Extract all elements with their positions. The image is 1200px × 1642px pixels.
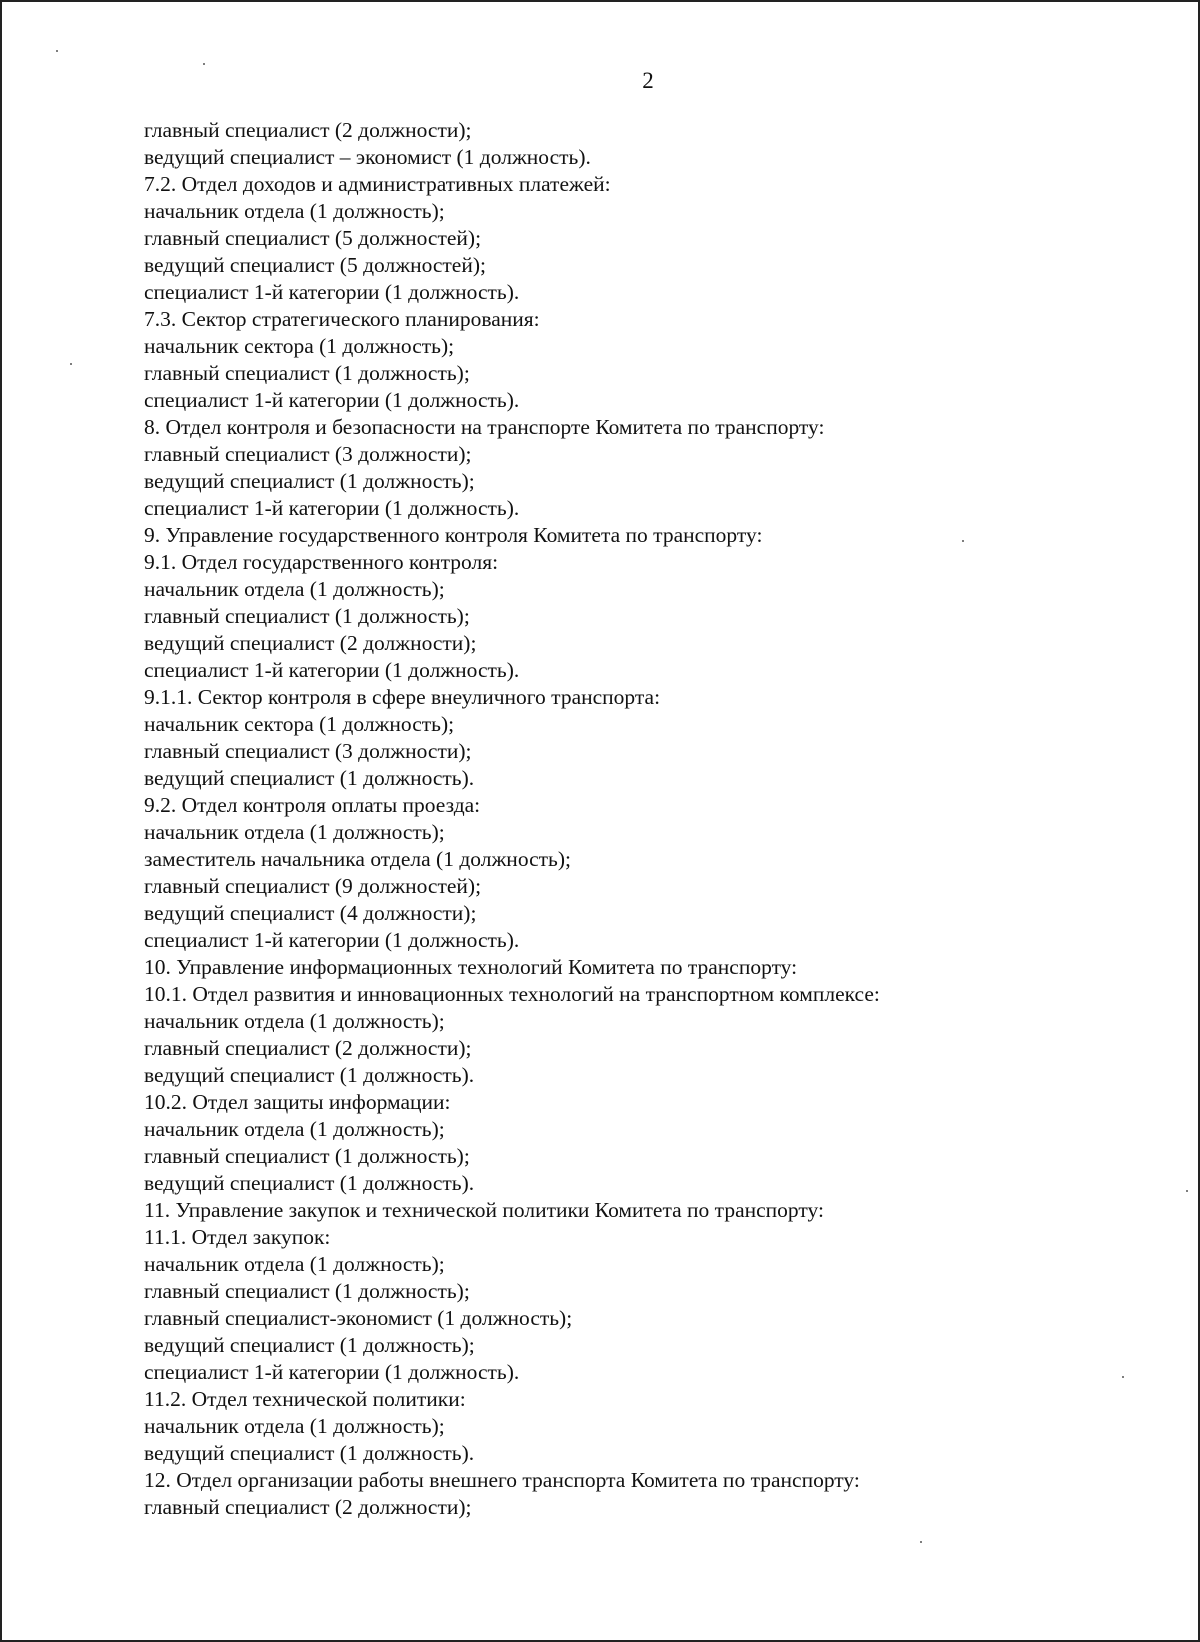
document-line: начальник отдела (1 должность);: [144, 820, 445, 844]
document-line: 11.1. Отдел закупок:: [144, 1225, 331, 1249]
document-line: ведущий специалист – экономист (1 должность).: [144, 145, 591, 169]
scan-speck: [203, 63, 205, 65]
document-line: 12. Отдел организации работы внешнего транспорта Комитета по транспорту:: [144, 1468, 860, 1492]
document-line: главный специалист (5 должностей);: [144, 226, 482, 250]
document-line: специалист 1-й категории (1 должность).: [144, 1360, 520, 1384]
document-line: 8. Отдел контроля и безопасности на транспорте Комитета по транспорту:: [144, 415, 825, 439]
scan-speck: [920, 1541, 922, 1543]
document-line: 7.2. Отдел доходов и административных платежей:: [144, 172, 611, 196]
document-line: главный специалист (3 должности);: [144, 442, 472, 466]
document-line: 9.1. Отдел государственного контроля:: [144, 550, 499, 574]
document-line: начальник отдела (1 должность);: [144, 1252, 445, 1276]
scan-speck: [70, 363, 72, 365]
document-line: ведущий специалист (1 должность);: [144, 1333, 475, 1357]
document-line: 11.2. Отдел технической политики:: [144, 1387, 466, 1411]
document-line: начальник отдела (1 должность);: [144, 1117, 445, 1141]
document-line: начальник отдела (1 должность);: [144, 199, 445, 223]
document-line: начальник сектора (1 должность);: [144, 334, 455, 358]
document-line: 10. Управление информационных технологий Комитета по транспорту:: [144, 955, 798, 979]
document-line: 11. Управление закупок и технической политики Комитета по транспорту:: [144, 1198, 824, 1222]
document-line: главный специалист (2 должности);: [144, 118, 472, 142]
document-line: ведущий специалист (5 должностей);: [144, 253, 486, 277]
document-line: главный специалист (9 должностей);: [144, 874, 482, 898]
document-line: ведущий специалист (1 должность).: [144, 766, 475, 790]
document-line: главный специалист (2 должности);: [144, 1495, 472, 1519]
document-line: начальник отдела (1 должность);: [144, 577, 445, 601]
document-line: заместитель начальника отдела (1 должность);: [144, 847, 571, 871]
document-line: главный специалист (1 должность);: [144, 361, 470, 385]
document-line: главный специалист (3 должности);: [144, 739, 472, 763]
document-line: 9. Управление государственного контроля Комитета по транспорту:: [144, 523, 763, 547]
document-line: 10.2. Отдел защиты информации:: [144, 1090, 451, 1114]
scan-border-left: [0, 0, 2, 1642]
document-line: 10.1. Отдел развития и инновационных технологий на транспортном комплексе:: [144, 982, 880, 1006]
document-line: специалист 1-й категории (1 должность).: [144, 388, 520, 412]
document-line: главный специалист (2 должности);: [144, 1036, 472, 1060]
document-line: 9.1.1. Сектор контроля в сфере внеуличного транспорта:: [144, 685, 661, 709]
document-line: ведущий специалист (2 должности);: [144, 631, 477, 655]
document-line: специалист 1-й категории (1 должность).: [144, 280, 520, 304]
document-line: ведущий специалист (1 должность).: [144, 1441, 475, 1465]
scan-speck: [56, 50, 58, 52]
document-line: ведущий специалист (1 должность);: [144, 469, 475, 493]
scan-border-top: [0, 0, 1200, 2]
document-line: главный специалист (1 должность);: [144, 1279, 470, 1303]
scan-speck: [1186, 1190, 1188, 1192]
document-line: специалист 1-й категории (1 должность).: [144, 496, 520, 520]
document-line: начальник отдела (1 должность);: [144, 1414, 445, 1438]
document-line: главный специалист (1 должность);: [144, 1144, 470, 1168]
document-line: 9.2. Отдел контроля оплаты проезда:: [144, 793, 481, 817]
page-number: 2: [642, 68, 654, 93]
document-body: [144, 117, 1164, 1521]
document-line: специалист 1-й категории (1 должность).: [144, 658, 520, 682]
document-line: начальник сектора (1 должность);: [144, 712, 455, 736]
document-line: ведущий специалист (4 должности);: [144, 901, 477, 925]
document-line: 7.3. Сектор стратегического планирования:: [144, 307, 540, 331]
document-line: специалист 1-й категории (1 должность).: [144, 928, 520, 952]
document-line: ведущий специалист (1 должность).: [144, 1063, 475, 1087]
document-line: главный специалист-экономист (1 должность);: [144, 1306, 573, 1330]
document-line: ведущий специалист (1 должность).: [144, 1171, 475, 1195]
document-line: главный специалист (1 должность);: [144, 604, 470, 628]
document-line: начальник отдела (1 должность);: [144, 1009, 445, 1033]
